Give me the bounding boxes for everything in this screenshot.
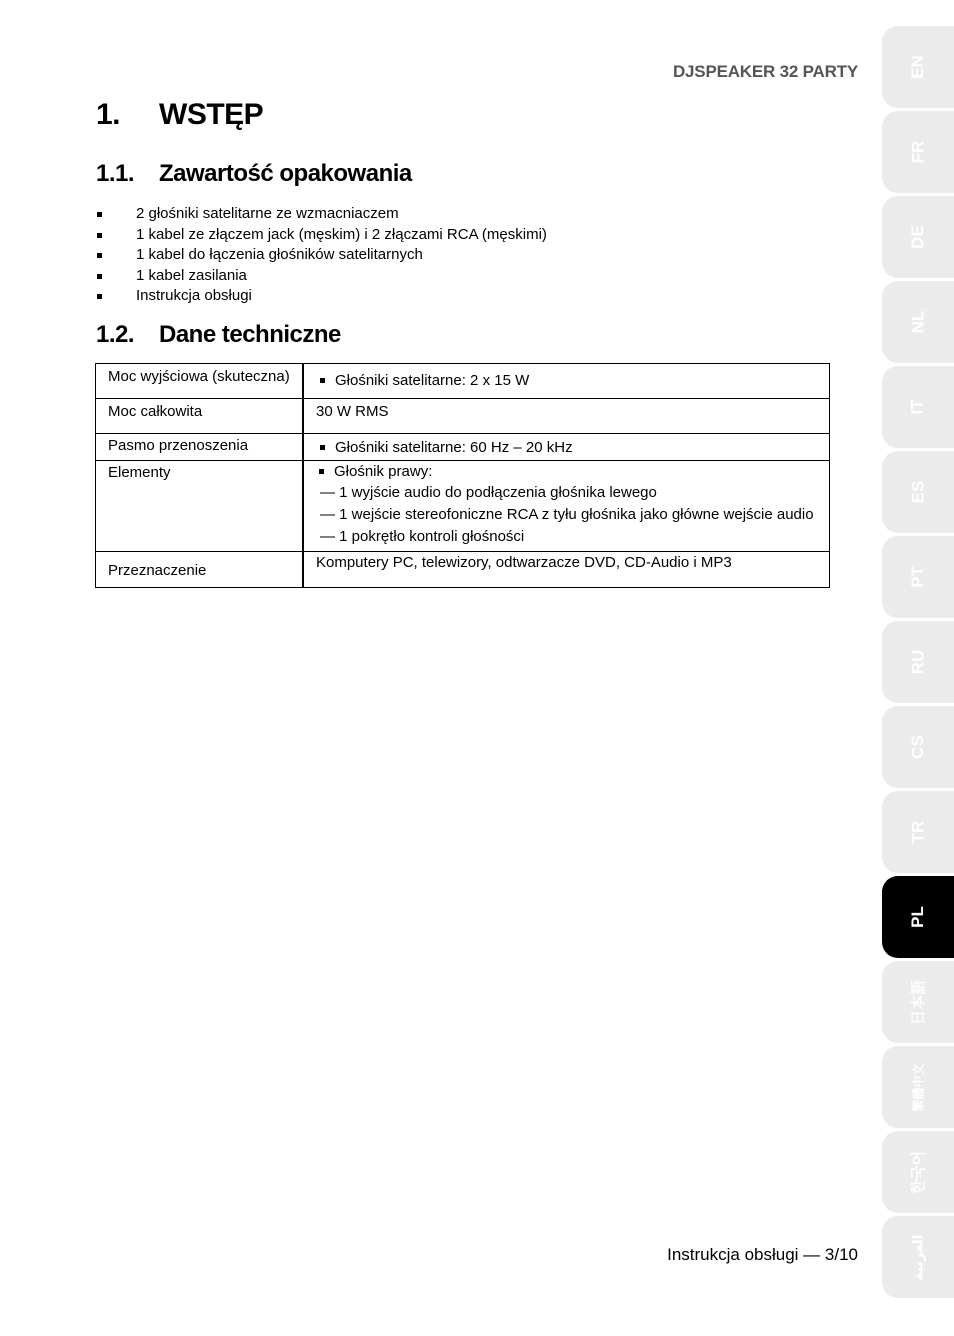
spec-label: Przeznaczenie xyxy=(96,552,304,588)
spec-value: 30 W RMS xyxy=(303,399,830,434)
tab-en[interactable]: EN xyxy=(882,26,954,108)
list-item: 1 kabel ze złączem jack (męskim) i 2 złączami RCA (męskimi) xyxy=(96,225,547,246)
tab-cs[interactable]: CS xyxy=(882,706,954,788)
component-line: — 1 wejście stereofoniczne RCA z tyłu głośnika jako główne wejście audio xyxy=(320,506,814,523)
component-line: — 1 pokrętło kontroli głośności xyxy=(320,528,525,545)
tab-fr[interactable]: FR xyxy=(882,111,954,193)
list-item: 1 kabel do łączenia głośników satelitarnych xyxy=(96,245,547,266)
spec-value: Głośniki satelitarne: 2 x 15 W xyxy=(303,364,830,399)
section-1-1-heading xyxy=(96,160,412,188)
tab-ru[interactable]: RU xyxy=(882,621,954,703)
table-row xyxy=(96,434,830,461)
bullet-square xyxy=(320,445,325,450)
list-item: Instrukcja obsługi xyxy=(96,286,547,307)
section-1-title: WSTĘP xyxy=(159,98,264,131)
tab-ar[interactable]: العربية xyxy=(882,1216,954,1298)
tab-ko[interactable]: 한국어 xyxy=(882,1131,954,1213)
tab-it[interactable]: IT xyxy=(882,366,954,448)
section-1-number: 1. xyxy=(96,98,121,131)
page-footer: Instrukcja obsługi — 3/10 xyxy=(667,1245,858,1264)
tab-de[interactable]: DE xyxy=(882,196,954,278)
package-contents-list xyxy=(96,204,547,307)
component-line: — 1 wyjście audio do podłączenia głośnika lewego xyxy=(320,484,657,501)
section-1-1-number: 1.1. xyxy=(96,160,135,187)
tab-ja[interactable]: 日本語 xyxy=(882,961,954,1043)
table-row xyxy=(96,399,830,434)
list-item: 2 głośniki satelitarne ze wzmacniaczem xyxy=(96,204,547,225)
list-item: 1 kabel zasilania xyxy=(96,266,547,287)
spec-value: Komputery PC, telewizory, odtwarzacze DVD, CD-Audio i MP3 xyxy=(303,552,830,588)
tab-pl[interactable]: PL xyxy=(882,876,954,958)
spec-value: Głośniki satelitarne: 60 Hz – 20 kHz xyxy=(303,434,830,461)
table-row xyxy=(96,461,830,552)
spec-label: Moc całkowita xyxy=(96,399,304,434)
bullet-square xyxy=(319,469,324,474)
tab-pt[interactable]: PT xyxy=(882,536,954,618)
section-1-2-title: Dane techniczne xyxy=(159,321,341,348)
product-name: DJSPEAKER 32 PARTY xyxy=(672,62,858,81)
spec-label: Elementy xyxy=(96,461,304,552)
table-row xyxy=(96,552,830,588)
section-1-heading xyxy=(96,98,263,132)
section-1-2-heading xyxy=(96,321,341,349)
tab-tr[interactable]: TR xyxy=(882,791,954,873)
tab-zh[interactable]: 繁體中文 xyxy=(882,1046,954,1128)
section-1-1-title: Zawartość opakowania xyxy=(159,160,412,187)
spec-label: Moc wyjściowa (skuteczna) xyxy=(96,364,304,399)
table-row xyxy=(96,364,830,399)
tab-nl[interactable]: NL xyxy=(882,281,954,363)
spec-label: Pasmo przenoszenia xyxy=(96,434,304,461)
tech-specs-table xyxy=(95,363,830,588)
tab-es[interactable]: ES xyxy=(882,451,954,533)
spec-value: Głośnik prawy: — 1 wyjście audio do podłączenia głośnika lewego — 1 wejście stereofoniczne RCA z tyłu głośnika jako główne wejście audio — 1 pokrętło kontroli głośności xyxy=(303,461,830,552)
bullet-square xyxy=(320,378,325,383)
section-1-2-number: 1.2. xyxy=(96,321,135,348)
